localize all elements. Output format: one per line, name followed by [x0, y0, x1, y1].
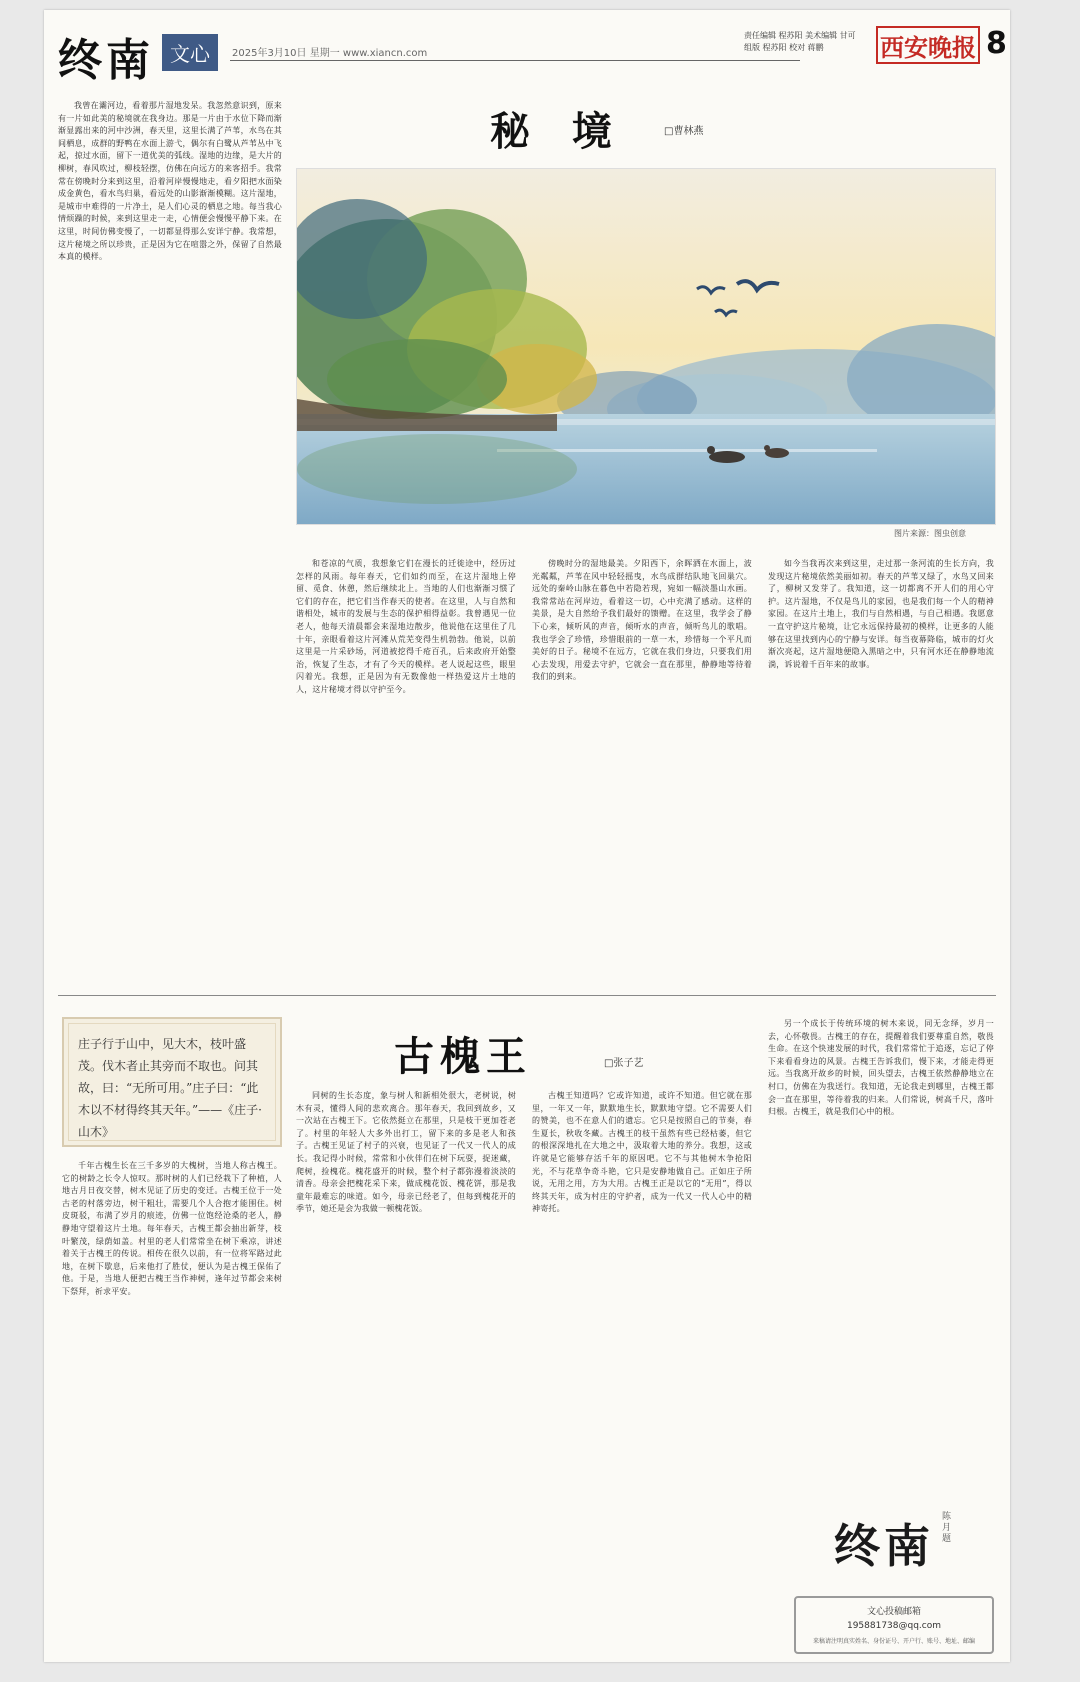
page-header [44, 10, 1010, 86]
epigraph-text: 庄子行于山中，见大木，枝叶盛茂。伐木者止其旁而不取也。问其故，曰：“无所可用。”庄子曰：“此木以不材得终其天年。”——《庄子·山木》 [78, 1037, 262, 1139]
submission-contact-box [794, 1596, 994, 1654]
article-title: 秘 境 [490, 108, 626, 155]
newspaper-page [44, 10, 1010, 1662]
editor-credit-line: 组版 程苏阳 校对 蒋鹏 [744, 43, 824, 52]
article-byline: □曹林燕 [664, 126, 704, 137]
epigraph-quote-box [62, 1017, 282, 1147]
calligraphy-signature: 陈月题 [942, 1512, 952, 1544]
contact-note: 来稿请注明真实姓名、身份证号、开户行、账号、地址、邮编 [812, 1638, 975, 1645]
column-text: 千年古槐生长在三千多岁的大槐树，当地人称古槐王。它的树龄之长令人惊叹。那时树的人们已经栽下了种植，人地古月日夜交替，树木见证了历史的变迁。古槐王位于一处古老的村落旁边，树干粗壮，需要几个人合抱才能围住。树皮斑驳，布满了岁月的痕迹，仿佛一位饱经沧桑的老人，静静地守望着这片土地。每年春天，古槐王都会抽出新芽，枝叶繁茂，绿荫如盖。村里的老人们常常坐在树下乘凉，讲述着关于古槐王的传说。相传在很久以前，有一位将军路过此地，在树下歇息，后来他打了胜仗，便认为是古槐王保佑了他。于是，当地人便把古槐王当作神树，逢年过节都会来树下祭拜，祈求平安。 [62, 1161, 282, 1296]
article-column [296, 1090, 516, 1652]
contact-email[interactable]: 195881738@qq.com [846, 1621, 942, 1631]
section-tag: 文心 [162, 34, 218, 71]
issue-line: 2025年3月10日 星期一 www.xiancn.com [232, 48, 428, 59]
column-text: 傍晚时分的湿地最美。夕阳西下，余晖洒在水面上，波光粼粼，芦苇在风中轻轻摇曳，水鸟成群结队地飞回巢穴。远处的秦岭山脉在暮色中若隐若现，宛如一幅淡墨山水画。我常常站在河岸边，看着这一切，心中充满了感动。这样的美景，是大自然给予我们最好的馈赠。在这里，我学会了静下心来，倾听风的声音，倾听水的声音，倾听鸟儿的歌唱。我也学会了珍惜，珍惜眼前的一草一木，珍惜每一个平凡而美好的日子。秘境不在远方，它就在我们身边，只要我们用心去发现，用爱去守护，它就会一直在那里，静静地等待着我们的到来。 [532, 559, 752, 682]
photo-credit: 图片来源：图虫创意 [894, 529, 966, 538]
article-column [768, 558, 994, 990]
editor-credit-line: 责任编辑 程苏阳 美术编辑 甘可 [744, 31, 856, 40]
column-text: 古槐王知道吗？它或许知道，或许不知道。但它就在那里，一年又一年，默默地生长，默默地守望。它不需要人们的赞美，也不在意人们的遗忘。它只是按照自己的节奏，春生夏长，秋收冬藏。古槐王的枝干虽然有些已经枯萎，但它的根深深地扎在大地之中，汲取着大地的养分。我想，这或许就是它能够存活千年的原因吧。它不与其他树木争抢阳光，不与花草争奇斗艳，它只是安静地做自己。正如庄子所说，无用之用，方为大用。古槐王正是以它的“无用”，得以终其天年，成为村庄的守护者，成为一代又一代人心中的精神寄托。 [532, 1091, 752, 1214]
section-divider [58, 995, 996, 996]
contact-title: 文心投稿邮箱 [866, 1607, 921, 1617]
watercolor-lake-image [297, 169, 995, 524]
paper-name-logo: 西安晚报 [876, 26, 980, 64]
column-text: 我曾在灞河边，看着那片湿地发呆。我忽然意识到，原来有一片如此美的秘境就在我身边。那是一片由于水位下降而渐渐显露出来的河中沙洲，春天里，这里长满了芦苇，水鸟在其间栖息，成群的野鸭在水面上游弋，偶尔有白鹭从芦苇丛中飞起，掠过水面，留下一道优美的弧线。湿地的边缘，是大片的柳树，春风吹过，柳枝轻摆，仿佛在向远方的来客招手。我常常在傍晚时分来到这里，沿着河岸慢慢地走，看夕阳把水面染成金黄色，看水鸟归巢，看远处的山影渐渐模糊。这片湿地，是城市中难得的一片净土，是人们心灵的栖息之地。每当我心情烦躁的时候，来到这里走一走，心情便会慢慢平静下来。在这里，时间仿佛变慢了，一切都显得那么安详宁静。我常想，这片秘境之所以珍贵，正是因为它在喧嚣之外，保留了自然最本真的模样。 [58, 101, 282, 262]
masthead: 终南 [58, 35, 154, 86]
landscape-illustration [296, 168, 996, 525]
article-column [58, 100, 282, 990]
article-title: 古槐王 [394, 1033, 532, 1080]
page-number: 8 [986, 26, 1007, 61]
article-column [532, 558, 752, 990]
article-column [62, 1160, 282, 1652]
column-text: 如今当我再次来到这里，走过那一条河流的生长方向，我发现这片秘境依然美丽如初。春天的芦苇又绿了，水鸟又回来了，柳树又发芽了。我知道，这一切都离不开人们的用心守护。这片湿地，不仅是鸟儿的家园，也是我们每一个人的精神家园。在这片土地上，我们与自然相遇，与自己相遇。我愿意一直守护这片秘境，让它永远保持最初的模样，让更多的人能够在这里找到内心的宁静与安详。每当夜幕降临，城市的灯火渐次亮起，这片湿地便隐入黑暗之中，只有河水还在静静地流淌，诉说着千百年来的故事。 [768, 559, 994, 669]
calligraphy-zhongnan: 终南 [834, 1519, 934, 1573]
editor-credits [744, 30, 864, 54]
header-rule [230, 60, 800, 61]
column-text: 另一个成长于传统环境的树木来说，同无念绎，岁月一去，心怀敬畏。古槐王的存在，提醒着我们要尊重自然，敬畏生命。在这个快速发展的时代，我们常常忙于追逐，忘记了停下来看看身边的风景。古槐王告诉我们，慢下来，才能走得更远。当我离开故乡的时候，回头望去，古槐王依然静静地立在村口，仿佛在为我送行。我知道，无论我走到哪里，古槐王都会一直在那里，等待着我的归来。人们常说，树高千尺，落叶归根。古槐王，就是我们心中的根。 [768, 1019, 994, 1117]
article-column [532, 1090, 752, 1652]
article-byline: □张子艺 [604, 1058, 644, 1069]
column-text: 和苍凉的气质，我想象它们在漫长的迁徙途中，经历过怎样的风雨。每年春天，它们如约而至，在这片湿地上停留、觅食、休憩，然后继续北上。当地的人们也渐渐习惯了它们的存在，把它们当作春天的使者。在这里，人与自然和谐相处，城市的发展与生态的保护相得益彰。我曾遇见一位老人，他每天清晨都会来湿地边散步，他说他在这里住了几十年，亲眼看着这片河滩从荒芜变得生机勃勃。他说，以前这里是一片采砂场，河道被挖得千疮百孔，后来政府开始整治，恢复了生态，才有了今天的模样。老人说起这些，眼里闪着光。我想，正是因为有无数像他一样热爱这片土地的人，这片秘境才得以守护至今。 [296, 559, 516, 694]
column-text: 同树的生长态度，象与树人和新相处很大，老树说，树木有灵，懂得人间的悲欢离合。那年春天，我回到故乡，又一次站在古槐王下。它依然挺立在那里，只是枝干更加苍老了。村里的年轻人大多外出打工，留下来的多是老人和孩子。古槐王见证了村子的兴衰，也见证了一代又一代人的成长。我记得小时候，常常和小伙伴们在树下玩耍，捉迷藏，爬树，捡槐花。槐花盛开的时候，整个村子都弥漫着淡淡的清香。母亲会把槐花采下来，做成槐花饭、槐花饼，那是我童年最难忘的味道。如今，母亲已经老了，但每到槐花开的季节，她还是会为我做一顿槐花饭。 [296, 1091, 516, 1214]
article-column [296, 558, 516, 990]
article-column [768, 1018, 994, 1498]
